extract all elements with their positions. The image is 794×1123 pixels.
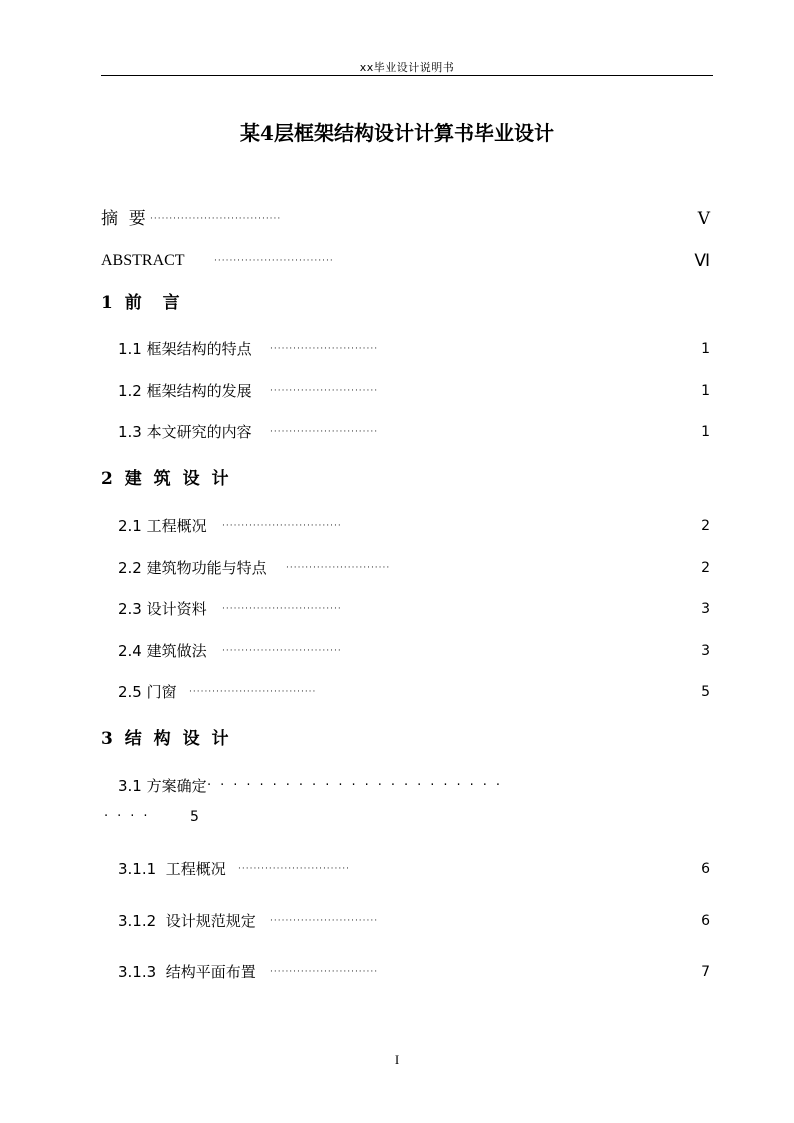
toc-leader-dots: ······················· bbox=[207, 778, 510, 793]
toc-chapter-label: 3 结 构 设 计 bbox=[101, 729, 232, 749]
toc-page-number: 3 bbox=[701, 601, 710, 617]
toc-entry-label: ABSTRACT bbox=[101, 252, 185, 269]
toc-chapter-3[interactable] bbox=[0, 727, 794, 751]
toc-leader-dots: ···························· bbox=[270, 386, 379, 396]
toc-entry-label: 2.3 设计资料 bbox=[118, 600, 207, 618]
toc-page-number: 1 bbox=[701, 424, 710, 440]
toc-page-number: 6 bbox=[701, 861, 710, 877]
toc-page-number: 6 bbox=[701, 913, 710, 929]
toc-leader-dots: ····························· bbox=[238, 864, 350, 874]
toc-leader-dots: ······························· bbox=[214, 256, 334, 266]
toc-entry-label: 2.2 建筑物功能与特点 bbox=[118, 559, 267, 577]
toc-entry-abstract-en[interactable] bbox=[0, 249, 794, 273]
toc-entry-1-1[interactable] bbox=[0, 337, 794, 361]
toc-leader-dots: ···························· bbox=[270, 344, 379, 354]
toc-leader-dots: ······························· bbox=[222, 646, 342, 656]
toc-page-number: 5 bbox=[701, 684, 710, 700]
toc-entry-2-3[interactable] bbox=[0, 597, 794, 621]
toc-page-number: 2 bbox=[701, 518, 710, 534]
toc-entry-label: 3.1.3 结构平面布置 bbox=[118, 963, 256, 981]
toc-entry-label: 2.4 建筑做法 bbox=[118, 642, 207, 660]
toc-entry-label: 1.2 框架结构的发展 bbox=[118, 382, 252, 400]
toc-leader-dots-continued: ···· bbox=[104, 809, 157, 824]
toc-page-number: Ⅵ bbox=[694, 251, 710, 270]
toc-page-number: 1 bbox=[701, 341, 710, 357]
toc-entry-label: 2.1 工程概况 bbox=[118, 517, 207, 535]
toc-page-number: 1 bbox=[701, 383, 710, 399]
toc-entry-2-1[interactable] bbox=[0, 514, 794, 538]
toc-entry-label: 3.1 方案确定 bbox=[118, 777, 207, 795]
toc-page-number: 5 bbox=[190, 809, 199, 825]
toc-leader-dots: ································· bbox=[189, 687, 317, 697]
toc-leader-dots: ·································· bbox=[150, 214, 282, 224]
toc-chapter-label: 2 建 筑 设 计 bbox=[101, 469, 232, 489]
toc-leader-dots: ···························· bbox=[270, 916, 379, 926]
toc-entry-2-5[interactable] bbox=[0, 680, 794, 704]
toc-entry-1-3[interactable] bbox=[0, 420, 794, 444]
toc-page-number: 7 bbox=[701, 964, 710, 980]
page-footer-number: I bbox=[394, 1052, 400, 1067]
toc-entry-3-1-3[interactable] bbox=[0, 960, 794, 984]
toc-page-number: 3 bbox=[701, 643, 710, 659]
toc-leader-dots: ······························· bbox=[222, 604, 342, 614]
toc-entry-abstract-cn[interactable] bbox=[0, 207, 794, 231]
toc-entry-1-2[interactable] bbox=[0, 379, 794, 403]
toc-entry-2-4[interactable] bbox=[0, 639, 794, 663]
page-header: xx毕业设计说明书 bbox=[359, 61, 455, 74]
toc-entry-3-1-2[interactable] bbox=[0, 909, 794, 933]
toc-leader-dots: ···························· bbox=[270, 427, 379, 437]
toc-entry-label: 摘 要 bbox=[101, 209, 146, 229]
document-title: 某4层框架结构设计计算书毕业设计 bbox=[240, 121, 554, 145]
toc-page-number: 2 bbox=[701, 560, 710, 576]
toc-page-number: Ⅴ bbox=[697, 209, 710, 229]
toc-entry-3-1-1[interactable] bbox=[0, 857, 794, 881]
header-divider bbox=[101, 75, 713, 76]
toc-entry-label: 1.3 本文研究的内容 bbox=[118, 423, 252, 441]
toc-entry-2-2[interactable] bbox=[0, 556, 794, 580]
toc-entry-label: 1.1 框架结构的特点 bbox=[118, 340, 252, 358]
toc-entry-label: 3.1.2 设计规范规定 bbox=[118, 912, 256, 930]
toc-chapter-2[interactable] bbox=[0, 467, 794, 491]
toc-entry-3-1[interactable] bbox=[0, 774, 794, 830]
toc-leader-dots: ··························· bbox=[286, 563, 391, 573]
toc-leader-dots: ···························· bbox=[270, 967, 379, 977]
toc-chapter-1[interactable] bbox=[0, 291, 794, 315]
toc-entry-label: 2.5 门窗 bbox=[118, 683, 177, 701]
toc-leader-dots: ······························· bbox=[222, 521, 342, 531]
toc-chapter-label: 1 前 言 bbox=[101, 293, 183, 313]
toc-entry-label: 3.1.1 工程概况 bbox=[118, 860, 226, 878]
